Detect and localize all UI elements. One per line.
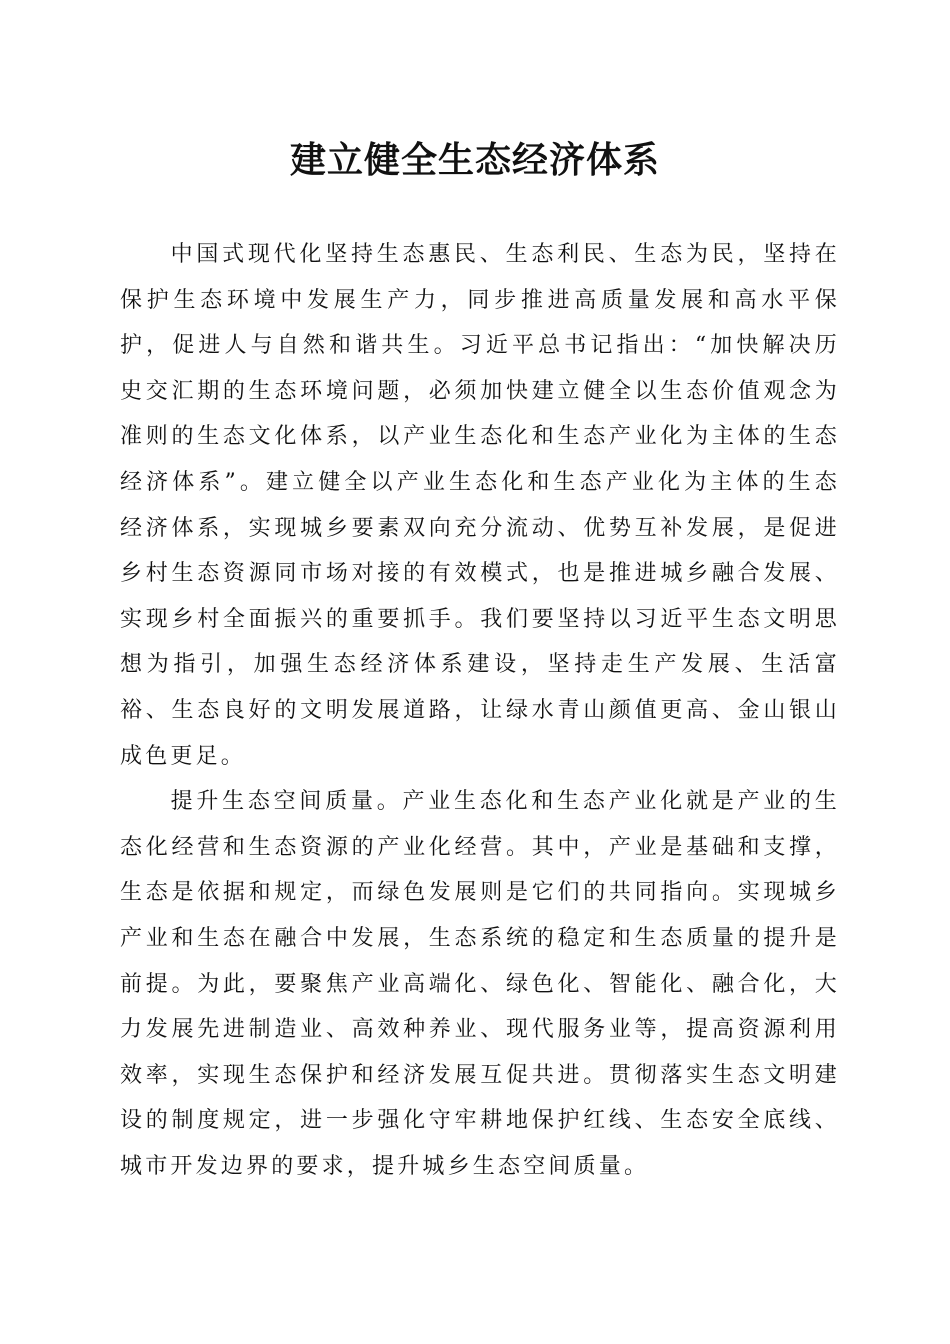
document-body xyxy=(120,232,840,1189)
paragraph-1: 中国式现代化坚持生态惠民、生态利民、生态为民，坚持在保护生态环境中发展生产力，同步推进高质量发展和高水平保护，促进人与自然和谐共生。习近平总书记指出：“加快解决历史交汇期的生态环境问题，必须加快建立健全以生态价值观念为准则的生态文化体系，以产业生态化和生态产业化为主体的生态经济体系”。建立健全以产业生态化和生态产业化为主体的生态经济体系，实现城乡要素双向充分流动、优势互补发展，是促进乡村生态资源同市场对接的有效模式，也是推进城乡融合发展、实现乡村全面振兴的重要抓手。我们要坚持以习近平生态文明思想为指引，加强生态经济体系建设，坚持走生产发展、生活富裕、生态良好的文明发展道路，让绿水青山颜值更高、金山银山成色更足。 xyxy=(120,242,840,769)
paragraph-2: 提升生态空间质量。产业生态化和生态产业化就是产业的生态化经营和生态资源的产业化经营。其中，产业是基础和支撑，生态是依据和规定，而绿色发展则是它们的共同指向。实现城乡产业和生态在融合中发展，生态系统的稳定和生态质量的提升是前提。为此，要聚焦产业高端化、绿色化、智能化、融合化，大力发展先进制造业、高效种养业、现代服务业等，提高资源利用效率，实现生态保护和经济发展互促共进。贯彻落实生态文明建设的制度规定，进一步强化守牢耕地保护红线、生态安全底线、城市开发边界的要求，提升城乡生态空间质量。 xyxy=(120,789,840,1179)
document-title: 建立健全生态经济体系 xyxy=(289,139,660,181)
